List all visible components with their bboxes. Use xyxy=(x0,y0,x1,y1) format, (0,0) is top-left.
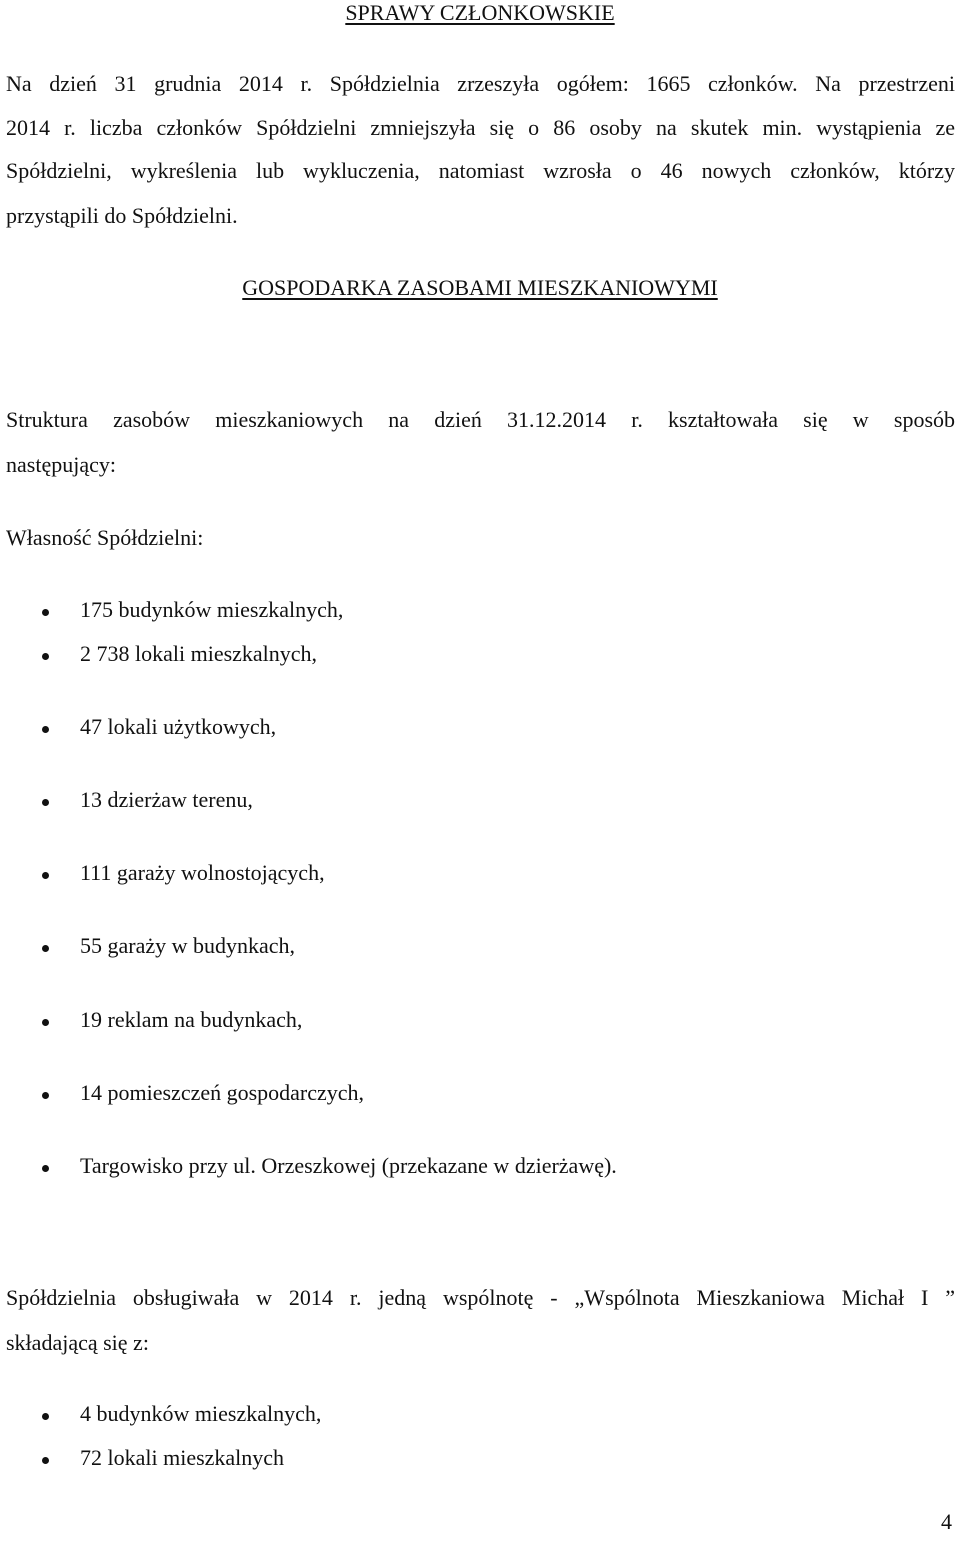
members-paragraph-line-4: przystąpili do Spółdzielni. xyxy=(6,203,238,228)
bullet-icon xyxy=(42,799,49,806)
members-paragraph-line-3: Spółdzielni, wykreślenia lub wykluczenia, natomiast wzrosła o 46 nowych członków, którzy xyxy=(6,158,955,183)
heading-members: SPRAWY CZŁONKOWSKIE xyxy=(345,0,615,25)
bullet-icon xyxy=(42,1457,49,1464)
bullet-icon xyxy=(42,726,49,733)
bullet-icon xyxy=(42,653,49,660)
community-paragraph-line-2: składającą się z: xyxy=(6,1330,149,1355)
heading-housing: GOSPODARKA ZASOBAMI MIESZKANIOWYMI xyxy=(242,275,718,300)
bullet-icon xyxy=(42,945,49,952)
bullet-icon xyxy=(42,872,49,879)
members-paragraph-line-1: Na dzień 31 grudnia 2014 r. Spółdzielnia zrzeszyła ogółem: 1665 członków. Na przestrzeni xyxy=(6,71,955,96)
members-paragraph-line-2: 2014 r. liczba członków Spółdzielni zmniejszyła się o 86 osoby na skutek min. wystąpienia ze xyxy=(6,115,955,140)
page-number: 4 xyxy=(941,1509,952,1534)
bullet-icon xyxy=(42,1019,49,1026)
bullet-icon xyxy=(42,1413,49,1420)
bullet-icon xyxy=(42,609,49,616)
bullet-icon xyxy=(42,1092,49,1099)
bullet-icon xyxy=(42,1165,49,1172)
community-paragraph-line-1: Spółdzielnia obsługiwała w 2014 r. jedną wspólnotę - „Wspólnota Mieszkaniowa Michał I ” xyxy=(6,1285,955,1310)
structure-paragraph-line-1: Struktura zasobów mieszkaniowych na dzień 31.12.2014 r. kształtowała się w sposób xyxy=(6,407,955,432)
ownership-label: Własność Spółdzielni: xyxy=(6,525,204,550)
structure-paragraph-line-2: następujący: xyxy=(6,452,116,477)
